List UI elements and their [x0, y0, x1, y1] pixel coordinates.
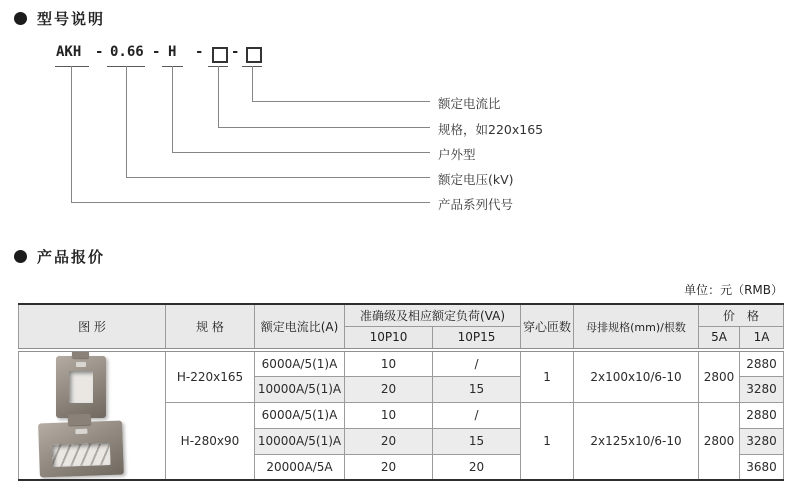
cell-ratio: 10000A/5(1)A — [255, 428, 345, 454]
connector-vline — [252, 66, 253, 102]
col-header-figure: 图 形 — [19, 304, 166, 350]
dash-separator: - — [152, 44, 161, 60]
connector-hline — [218, 127, 430, 128]
connector-vline — [126, 66, 127, 177]
cell-busbar: 2x100x10/6-10 — [574, 350, 699, 402]
cell-10p10: 10 — [345, 350, 433, 376]
cell-ratio: 20000A/5A — [255, 454, 345, 480]
code-series: AKH — [56, 44, 82, 60]
model-label-current-ratio: 额定电流比 — [438, 96, 501, 111]
cell-price-5a: 2800 — [699, 402, 740, 480]
connector-vline — [218, 66, 219, 127]
price-section-title — [14, 246, 105, 267]
model-label-spec: 规格，如220x165 — [438, 122, 544, 137]
cell-figure — [19, 350, 166, 480]
cell-turns: 1 — [521, 402, 574, 480]
model-label-outdoor-type: 户外型 — [438, 147, 476, 162]
product-photo-horizontal-ct — [38, 421, 124, 478]
cell-10p10: 10 — [345, 402, 433, 428]
col-header-spec: 规 格 — [166, 304, 255, 350]
col-header-price: 价 格 — [699, 304, 784, 326]
section-bullet-icon — [14, 12, 27, 25]
cell-spec: H-220x165 — [166, 350, 255, 402]
cell-10p10: 20 — [345, 376, 433, 402]
product-photo-vertical-ct — [56, 356, 106, 418]
cell-price-1a: 3280 — [740, 376, 784, 402]
cell-10p15: / — [433, 402, 521, 428]
code-underline — [55, 66, 89, 67]
cell-price-1a: 3280 — [740, 428, 784, 454]
cell-10p15: 15 — [433, 428, 521, 454]
cell-price-5a: 2800 — [699, 350, 740, 402]
cell-busbar: 2x125x10/6-10 — [574, 402, 699, 480]
code-outdoor: H — [168, 44, 177, 60]
dash-separator: - — [231, 44, 240, 60]
ct-window — [69, 371, 93, 403]
nameplate — [76, 362, 86, 367]
connector-hline — [252, 101, 430, 102]
col-header-10p15: 10P15 — [433, 326, 521, 350]
col-header-turns: 穿心匝数 — [521, 304, 574, 350]
col-header-1a: 1A — [740, 326, 784, 350]
ct-window — [52, 443, 111, 467]
cell-spec: H-280x90 — [166, 402, 255, 480]
cell-10p15: 15 — [433, 376, 521, 402]
cell-price-1a: 3680 — [740, 454, 784, 480]
cell-price-1a: 2880 — [740, 402, 784, 428]
dash-separator: - — [195, 44, 204, 60]
section-bullet-icon — [14, 250, 27, 263]
cell-turns: 1 — [521, 350, 574, 402]
model-label-voltage: 额定电压(kV) — [438, 172, 514, 187]
unit-note: 单位：元（RMB） — [684, 283, 783, 297]
cell-10p10: 20 — [345, 454, 433, 480]
col-header-busbar: 母排规格(mm)/根数 — [574, 304, 699, 350]
section-title-text: 产品报价 — [37, 248, 106, 266]
placeholder-box-icon — [212, 47, 228, 63]
cell-10p15: 20 — [433, 454, 521, 480]
placeholder-box-icon — [246, 47, 262, 63]
connector-hline — [71, 202, 430, 203]
cell-ratio: 6000A/5(1)A — [255, 402, 345, 428]
dash-separator: - — [95, 44, 104, 60]
nameplate — [75, 429, 87, 434]
cell-price-1a: 2880 — [740, 350, 784, 376]
connector-vline — [71, 66, 72, 202]
model-label-series-code: 产品系列代号 — [438, 197, 514, 212]
section-title-text: 型号说明 — [37, 10, 106, 28]
code-voltage: 0.66 — [110, 44, 144, 60]
table-row — [19, 350, 784, 376]
terminal-block — [72, 350, 89, 358]
col-header-10p10: 10P10 — [345, 326, 433, 350]
cell-10p15: / — [433, 350, 521, 376]
col-header-5a: 5A — [699, 326, 740, 350]
cell-ratio: 10000A/5(1)A — [255, 376, 345, 402]
cell-ratio: 6000A/5(1)A — [255, 350, 345, 376]
col-header-accuracy: 准确级及相应额定负荷(VA) — [345, 304, 521, 326]
terminal-block — [68, 414, 91, 426]
model-section-title — [14, 8, 105, 29]
col-header-ratio: 额定电流比(A) — [255, 304, 345, 350]
price-table — [18, 303, 784, 481]
cell-10p10: 20 — [345, 428, 433, 454]
connector-hline — [126, 177, 430, 178]
connector-hline — [172, 152, 430, 153]
connector-vline — [172, 66, 173, 152]
